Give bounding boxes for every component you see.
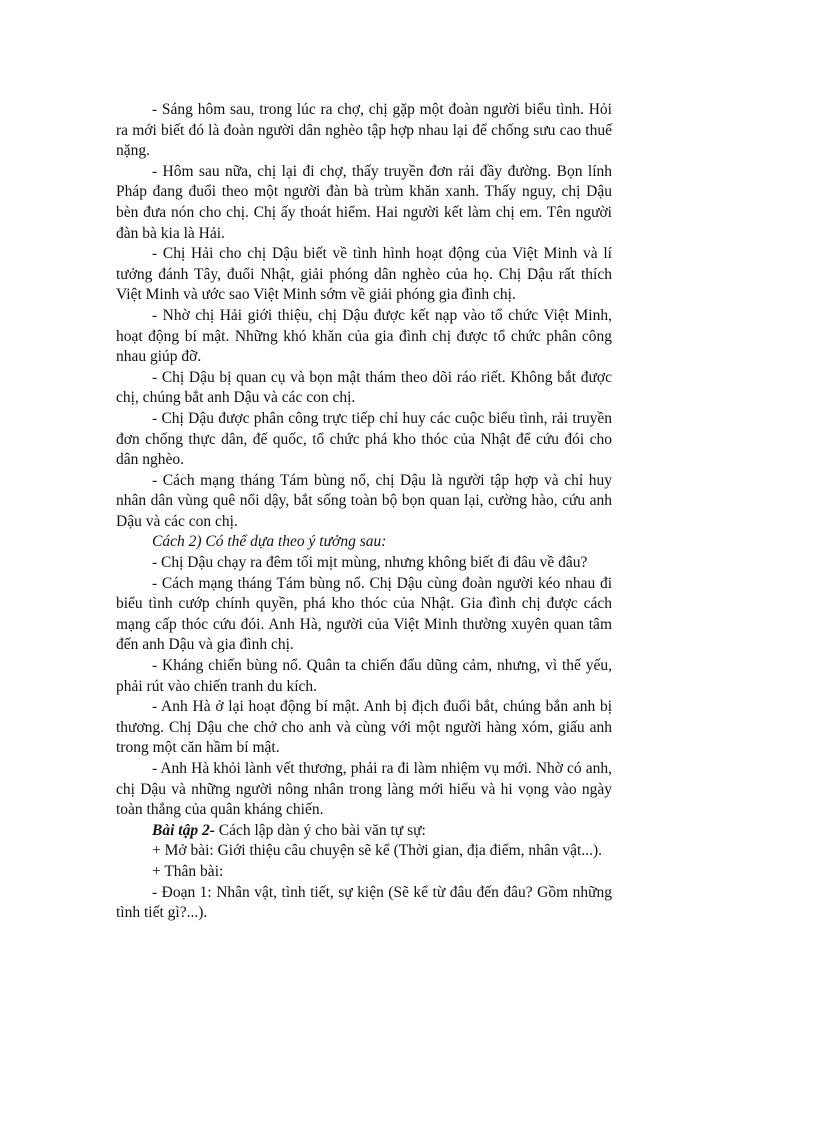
cach2-paragraph-3: - Kháng chiến bùng nổ. Quân ta chiến đấu dũng cảm, nhưng, vì thế yếu, phải rút vào chiến tranh du kích. bbox=[116, 657, 612, 695]
bai-tap-2-heading bbox=[116, 821, 612, 842]
bai-tap-2-label: Bài tập 2- bbox=[152, 821, 215, 839]
paragraph-3: - Chị Hải cho chị Dậu biết về tình hình hoạt động của Việt Minh và lí tưởng đánh Tây, đuổi Nhật, giải phóng dân nghèo của họ. Chị Dậu rất thích Việt Minh và ước sao Việt Minh sớm về giải phóng gia đình chị. bbox=[116, 245, 612, 304]
outline-than-bai: + Thân bài: bbox=[152, 862, 224, 880]
cach2-paragraph-2: - Cách mạng tháng Tám bùng nổ. Chị Dậu cùng đoàn người kéo nhau đi biểu tình cướp chính quyền, phá kho thóc của Nhật. Gia đình chị được cách mạng cấp thóc cứu đói. Anh Hà, người của Việt Minh thường xuyên quan tâm đến anh Dậu và gia đình chị. bbox=[116, 574, 612, 654]
paragraph-2: - Hôm sau nữa, chị lại đi chợ, thấy truyền đơn rải đầy đường. Bọn lính Pháp đang đuổi theo một người đàn bà trùm khăn xanh. Thấy nguy, chị Dậu bèn đưa nón cho chị. Chị ấy thoát hiểm. Hai người kết làm chị em. Tên người đàn bà kia là Hải. bbox=[116, 162, 612, 242]
paragraph-5: - Chị Dậu bị quan cụ và bọn mật thám theo dõi ráo riết. Không bắt được chị, chúng bắt anh Dậu và các con chị. bbox=[116, 368, 612, 407]
cach2-paragraph-4: - Anh Hà ở lại hoạt động bí mật. Anh bị địch đuổi bắt, chúng bắn anh bị thương. Chị Dậu che chở cho anh và cùng với một người hàng xóm, giấu anh trong một căn hầm bí mật. bbox=[116, 698, 612, 757]
outline-doan-1: - Đoạn 1: Nhân vật, tình tiết, sự kiện (Sẽ kể từ đâu đến đâu? Gồm những tình tiết gì?...). bbox=[116, 883, 612, 922]
document-page bbox=[116, 100, 612, 924]
bai-tap-2-text: Cách lập dàn ý cho bài văn tự sự: bbox=[214, 821, 426, 839]
cach2-paragraph-1: - Chị Dậu chạy ra đêm tối mịt mùng, nhưng không biết đi đâu về đâu? bbox=[152, 554, 588, 572]
paragraph-6: - Chị Dậu được phân công trực tiếp chỉ huy các cuộc biểu tình, rải truyền đơn chống thực dân, đế quốc, tổ chức phá kho thóc của Nhật để cứu đói cho dân nghèo. bbox=[116, 409, 612, 469]
paragraph-4: - Nhờ chị Hải giới thiệu, chị Dậu được kết nạp vào tổ chức Việt Minh, hoạt động bí mật. Những khó khăn của gia đình chị được tổ chức phân công nhau giúp đỡ. bbox=[116, 306, 612, 366]
paragraph-1: - Sáng hôm sau, trong lúc ra chợ, chị gặp một đoàn người biểu tình. Hỏi ra mới biết đó là đoàn người dân nghèo tập hợp nhau lại để chống sưu cao thuế nặng. bbox=[116, 101, 612, 160]
paragraph-7: - Cách mạng tháng Tám bùng nổ, chị Dậu là người tập hợp và chỉ huy nhân dân vùng quê nổi dậy, bắt sống toàn bộ bọn quan lại, cường hào, cứu anh Dậu và các con chị. bbox=[116, 471, 612, 530]
cach2-heading: Cách 2) Có thể dựa theo ý tưởng sau: bbox=[152, 533, 387, 551]
cach2-paragraph-5: - Anh Hà khỏi lành vết thương, phải ra đi làm nhiệm vụ mới. Nhờ có anh, chị Dậu và những người nông nhân trong làng mới hiểu và hi vọng vào ngày toàn thắng của quân kháng chiến. bbox=[116, 760, 612, 819]
outline-mo-bai: + Mở bài: Giới thiệu câu chuyện sẽ kể (Thời gian, địa điểm, nhân vật...). bbox=[152, 842, 602, 860]
